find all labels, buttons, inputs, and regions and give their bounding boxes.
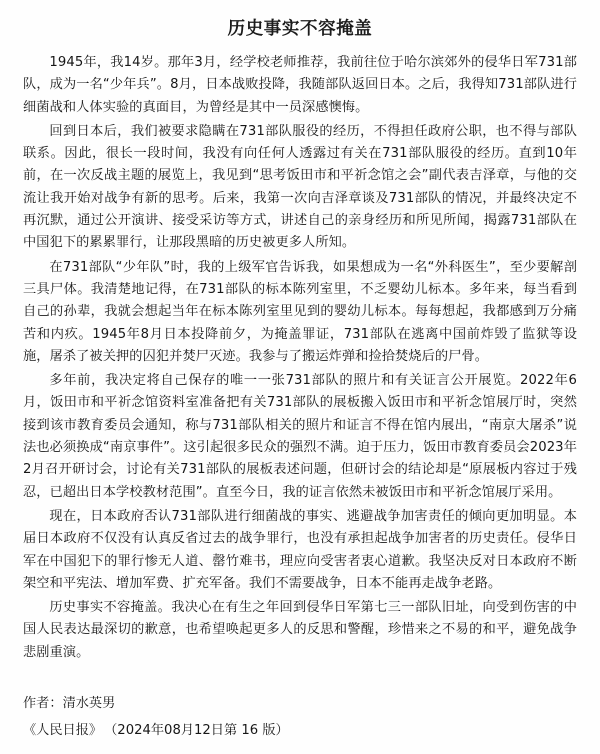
source-publication: 《人民日报》	[23, 723, 103, 738]
paragraph: 现在，日本政府否认731部队进行细菌战的事实、逃避战争加害责任的倾向更加明显。本届日本政府不仅没有认真反省过去的战争罪行，也没有承担起战争加害者的历史责任。侵华日军在中国犯下的罪行惨无人道、罄竹难书，理应向受害者衷心道歉。我坚决反对日本政府不断架空和平宪法、增加军费、扩充军备。我们不需要战争，日本不能再走战争老路。	[23, 508, 577, 591]
author-label: 作者：	[23, 696, 63, 711]
page-title: 历史事实不容掩盖	[227, 19, 373, 39]
paragraph: 多年前，我决定将自己保存的唯一一张731部队的照片和有关证言公开展览。2022年6月，饭田市和平祈念馆资料室准备把有关731部队的展板搬入饭田市和平祈念馆展厅时，突然接到该市教育委员会通知，称与731部队相关的照片和证言不得在馆内展出，“南京大屠杀”说法也必须换成“南京事件”。这引起很多民众的强烈不满。迫于压力，饭田市教育委员会2023年2月召开研讨会，讨论有关731部队的展板表述问题，但研讨会的结论却是“原展板内容过于残忍，已超出日本学校教材范围”。直至今日，我的证言依然未被饭田市和平祈念馆展厅采用。	[23, 373, 577, 500]
paragraph: 1945年，我14岁。那年3月，经学校老师推荐，我前往位于哈尔滨郊外的侵华日军731部队，成为一名“少年兵”。8月，日本战败投降，我随部队返回日本。之后，我得知731部队进行细菌战和人体实验的真面目，为曾经是其中一员深感懊悔。	[23, 55, 577, 115]
paragraph: 历史事实不容掩盖。我决心在有生之年回到侵华日军第七三一部队旧址，向受到伤害的中国人民表达最深切的歉意，也希望唤起更多人的反思和警醒，珍惜来之不易的和平，避免战争悲剧重演。	[23, 600, 577, 660]
paragraph: 回到日本后，我们被要求隐瞒在731部队服役的经历，不得担任政府公职，也不得与部队联系。因此，很长一段时间，我没有向任何人透露过有关在731部队服役的经历。直到10年前，在一次反战主题的展览上，我见到“思考饭田市和平祈念馆之会”副代表吉泽章，与他的交流让我开始对战争有新的思考。后来，我第一次向吉泽章谈及731部队的情况，并最终决定不再沉默，通过公开演讲、接受采访等方式，讲述自己的亲身经历和所见所闻，揭露731部队在中国犯下的累累罪行，让那段黑暗的历史被更多人所知。	[23, 123, 577, 251]
article-footer	[23, 692, 577, 742]
author-name: 清水英男	[62, 696, 116, 711]
source-issue-date: （2024年08月12日第 16 版）	[104, 723, 289, 738]
article-body	[0, 42, 600, 664]
author-attribution	[23, 692, 577, 716]
source-attribution	[23, 720, 577, 742]
paragraph: 在731部队“少年队”时，我的上级军官告诉我，如果想成为一名“外科医生”，至少要解剖三具尸体。我清楚地记得，在731部队的标本陈列室里，不乏婴幼儿标本。多年来，每当看到自己的孙辈，我就会想起当年在标本陈列室里见到的婴幼儿标本。每每想起，我都感到万分痛苦和内疚。1945年8月日本投降前夕，为掩盖罪证，731部队在逃离中国前炸毁了监狱等设施，屠杀了被关押的囚犯并焚尸灭迹。我参与了搬运炸弹和捡拾焚烧后的尸骨。	[23, 259, 577, 364]
